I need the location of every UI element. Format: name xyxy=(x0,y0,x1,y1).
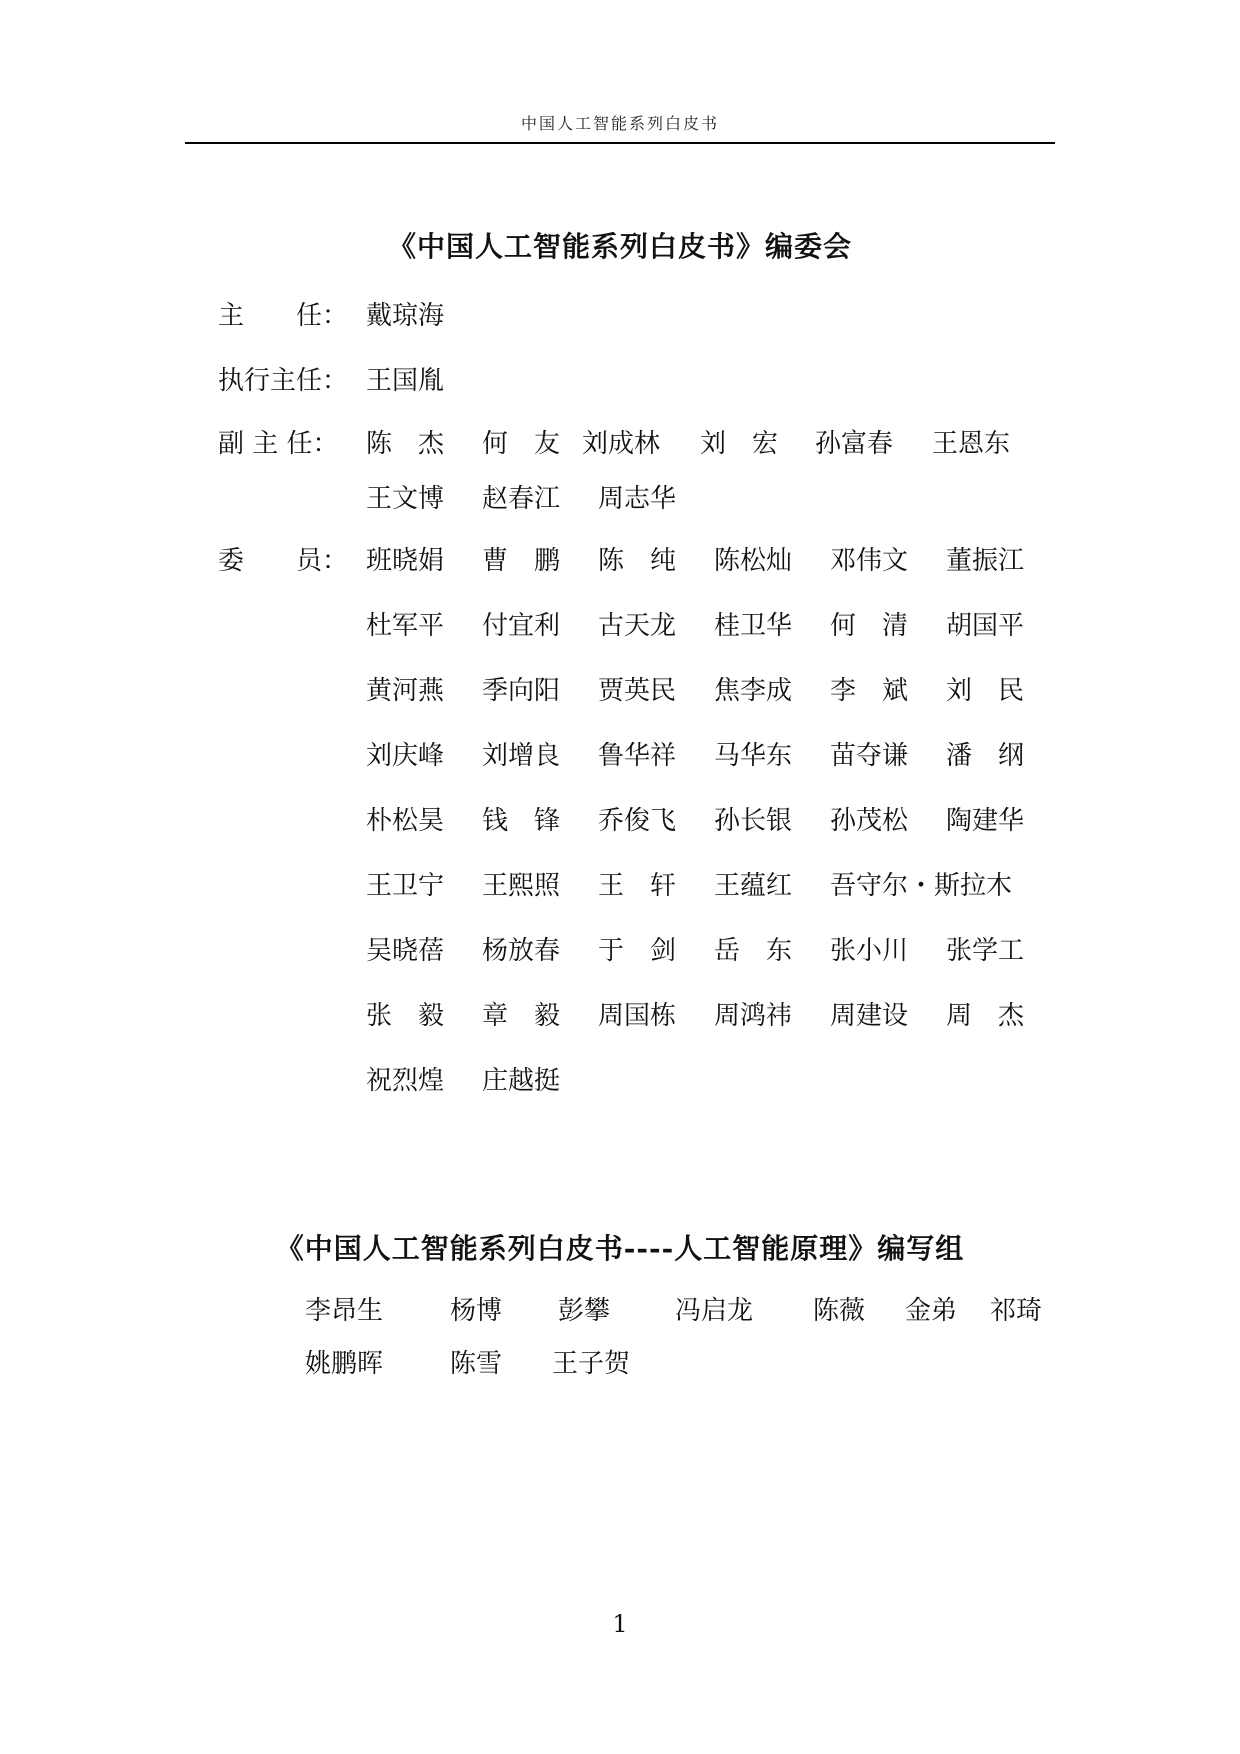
deputy-name: 周志华 xyxy=(598,484,677,514)
member-name: 庄越挺 xyxy=(482,1066,561,1096)
writer-name: 冯启龙 xyxy=(675,1296,754,1326)
writing-group-title: 《中国人工智能系列白皮书----人工智能原理》编写组 xyxy=(275,1232,965,1265)
member-name: 贾英民 xyxy=(598,676,677,706)
member-name: 陈松灿 xyxy=(714,546,793,576)
writer-name: 陈薇 xyxy=(813,1296,866,1326)
member-name: 张小川 xyxy=(830,936,909,966)
member-name: 刘增良 xyxy=(482,741,561,771)
member-name: 马华东 xyxy=(714,741,793,771)
member-name: 祝烈煌 xyxy=(366,1066,445,1096)
running-header: 中国人工智能系列白皮书 xyxy=(520,114,719,133)
member-name: 邓伟文 xyxy=(830,546,909,576)
committee-title: 《中国人工智能系列白皮书》编委会 xyxy=(387,230,852,263)
director-label: 主 任： xyxy=(218,301,349,331)
member-name: 李 斌 xyxy=(830,676,909,706)
writer-name: 李昂生 xyxy=(305,1296,384,1326)
member-name: 乔俊飞 xyxy=(598,806,677,836)
member-name: 张 毅 xyxy=(366,1001,445,1031)
member-name: 王 轩 xyxy=(598,871,677,901)
deputy-name: 王恩东 xyxy=(932,429,1011,459)
writer-name: 姚鹏晖 xyxy=(305,1349,384,1379)
deputy-name: 赵春江 xyxy=(482,484,561,514)
deputy-name: 何 友 xyxy=(482,429,561,459)
member-name: 岳 东 xyxy=(714,936,793,966)
member-name: 黄河燕 xyxy=(366,676,445,706)
member-name: 周 杰 xyxy=(946,1001,1025,1031)
writer-name: 彭攀 xyxy=(558,1296,611,1326)
member-name: 古天龙 xyxy=(598,611,677,641)
member-name: 周建设 xyxy=(830,1001,909,1031)
member-name: 刘 民 xyxy=(946,676,1025,706)
deputy-name: 孙富春 xyxy=(815,429,894,459)
writer-name: 金弟 xyxy=(905,1296,958,1326)
deputy-name: 刘 宏 xyxy=(700,429,779,459)
member-name: 吾守尔・斯拉木 xyxy=(830,871,1013,901)
exec-director-name: 王国胤 xyxy=(366,366,445,396)
member-name: 季向阳 xyxy=(482,676,561,706)
member-name: 陶建华 xyxy=(946,806,1025,836)
page-number: 1 xyxy=(612,1610,628,1638)
member-name: 王熙照 xyxy=(482,871,561,901)
member-name: 董振江 xyxy=(946,546,1025,576)
writer-name: 王子贺 xyxy=(552,1349,631,1379)
members-label: 委 员： xyxy=(218,546,349,576)
member-name: 于 剑 xyxy=(598,936,677,966)
member-name: 胡国平 xyxy=(946,611,1025,641)
member-name: 孙茂松 xyxy=(830,806,909,836)
member-name: 苗夺谦 xyxy=(830,741,909,771)
member-name: 王蕴红 xyxy=(714,871,793,901)
member-name: 刘庆峰 xyxy=(366,741,445,771)
deputy-name: 陈 杰 xyxy=(366,429,445,459)
writer-name: 陈雪 xyxy=(450,1349,503,1379)
exec-director-label: 执行主任： xyxy=(218,366,349,396)
member-name: 鲁华祥 xyxy=(598,741,677,771)
member-name: 张学工 xyxy=(946,936,1025,966)
member-name: 何 清 xyxy=(830,611,909,641)
header-rule xyxy=(185,142,1055,144)
deputy-name: 刘成林 xyxy=(582,429,661,459)
member-name: 吴晓蓓 xyxy=(366,936,445,966)
member-name: 朴松昊 xyxy=(366,806,445,836)
member-name: 潘 纲 xyxy=(946,741,1025,771)
member-name: 曹 鹏 xyxy=(482,546,561,576)
writer-name: 杨博 xyxy=(450,1296,503,1326)
member-name: 周鸿祎 xyxy=(714,1001,793,1031)
deputy-label: 副 主 任： xyxy=(218,429,339,459)
member-name: 杨放春 xyxy=(482,936,561,966)
member-name: 桂卫华 xyxy=(714,611,793,641)
member-name: 焦李成 xyxy=(714,676,793,706)
deputy-name: 王文博 xyxy=(366,484,445,514)
member-name: 班晓娟 xyxy=(366,546,445,576)
member-name: 陈 纯 xyxy=(598,546,677,576)
writer-name: 祁琦 xyxy=(990,1296,1043,1326)
member-name: 王卫宁 xyxy=(366,871,445,901)
member-name: 章 毅 xyxy=(482,1001,561,1031)
member-name: 付宜利 xyxy=(482,611,561,641)
member-name: 杜军平 xyxy=(366,611,445,641)
member-name: 孙长银 xyxy=(714,806,793,836)
member-name: 周国栋 xyxy=(598,1001,677,1031)
member-name: 钱 锋 xyxy=(482,806,561,836)
director-name: 戴琼海 xyxy=(366,301,445,331)
